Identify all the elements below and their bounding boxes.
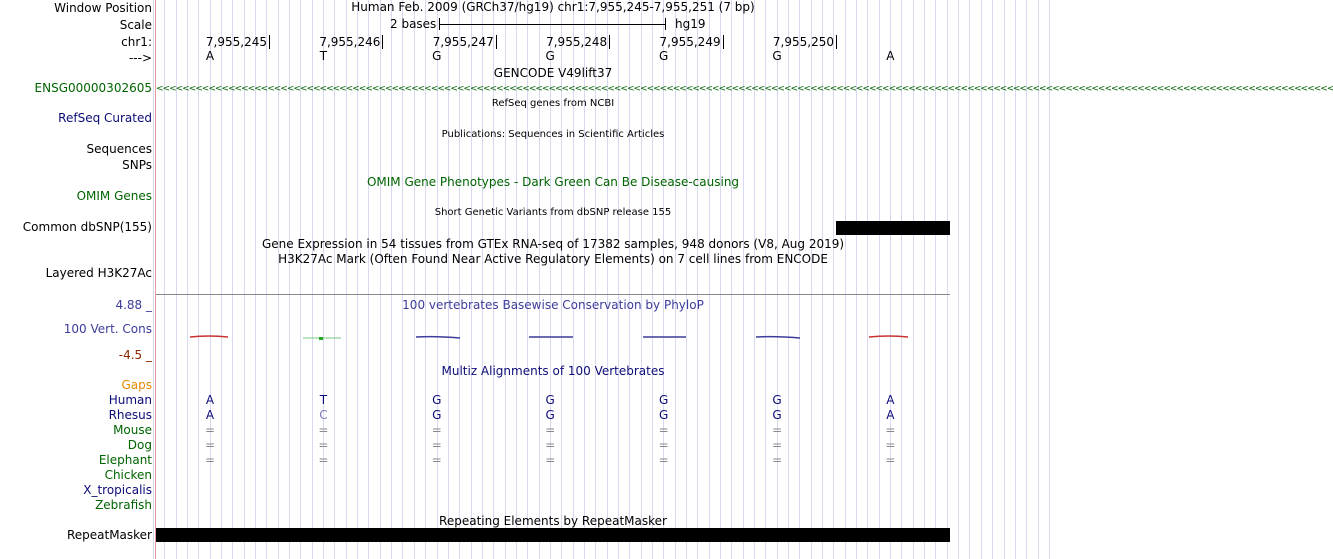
species-label-x_tropicalis[interactable]: X_tropicalis [83, 483, 152, 497]
alignment-base: G [658, 393, 669, 407]
track-label-column [0, 0, 155, 559]
dbsnp-variant-bar[interactable] [836, 221, 950, 235]
alignment-base: G [545, 393, 555, 407]
publications-track-title: Publications: Sequences in Scientific Articles [441, 129, 665, 140]
conservation-track-title: 100 vertebrates Basewise Conservation by PhyloP [402, 298, 704, 312]
repeatmasker-track-title: Repeating Elements by RepeatMasker [439, 514, 667, 528]
alignment-base: G [658, 408, 669, 422]
species-label-elephant[interactable]: Elephant [98, 453, 152, 467]
alignment-base: = [204, 453, 216, 467]
conservation-top-line [156, 294, 950, 295]
alignment-base: = [318, 423, 329, 437]
species-label-dog[interactable]: Dog [127, 438, 152, 452]
gencode-gene-feature[interactable] [156, 84, 1333, 94]
dna-base: G [658, 49, 669, 63]
track-image-area[interactable] [156, 0, 1333, 559]
ruler-tick [269, 35, 270, 49]
alignment-base: G [772, 408, 782, 422]
chr-label: chr1: [121, 35, 152, 49]
alignment-base: A [205, 408, 215, 422]
scale-bar [439, 24, 666, 25]
grid-line [153, 0, 154, 559]
h3k27ac-track-label[interactable]: Layered H3K27Ac [45, 266, 152, 280]
ruler-position: 7,955,248 [546, 35, 608, 49]
alignment-base: = [431, 438, 442, 452]
ruler-position: 7,955,246 [319, 35, 381, 49]
species-label-zebrafish[interactable]: Zebrafish [95, 498, 152, 512]
alignment-base: = [658, 438, 669, 452]
species-label-rhesus[interactable]: Rhesus [108, 408, 152, 422]
alignment-base: = [545, 453, 556, 467]
alignment-base: G [432, 393, 442, 407]
ruler-position: 7,955,249 [659, 35, 721, 49]
alignment-base: T [319, 393, 328, 407]
alignment-base: = [204, 423, 216, 437]
conservation-plot [156, 330, 950, 344]
snps-track-label[interactable]: SNPs [122, 158, 152, 172]
dbsnp-track-label[interactable]: Common dbSNP(155) [22, 220, 152, 234]
alignment-base: = [204, 438, 216, 452]
phylop-mark-7 [869, 336, 908, 337]
omim-track-label[interactable]: OMIM Genes [76, 189, 152, 203]
species-label-chicken[interactable]: Chicken [104, 468, 152, 482]
conservation-min-label: -4.5 _ [118, 348, 152, 362]
alignment-base: = [885, 438, 896, 452]
phylop-mark-6 [756, 337, 800, 338]
alignment-base: A [886, 393, 895, 407]
h3k27ac-track-title: H3K27Ac Mark (Often Found Near Active Regulatory Elements) on 7 cell lines from ENCODE [278, 252, 828, 266]
phylop-mark-1 [190, 336, 228, 337]
alignment-base: A [886, 408, 895, 422]
sequences-track-label[interactable]: Sequences [86, 142, 152, 156]
alignment-base: = [318, 453, 329, 467]
alignment-base: = [318, 438, 329, 452]
alignment-base: = [545, 438, 556, 452]
alignment-base: G [432, 408, 442, 422]
phylop-mark-3 [416, 337, 460, 338]
alignment-base: = [885, 423, 896, 437]
alignment-base: G [545, 408, 555, 422]
phylop-mark-2-peak [319, 337, 323, 340]
alignment-base: = [771, 453, 783, 467]
gtex-track-title: Gene Expression in 54 tissues from GTEx RNA-seq of 17382 samples, 948 donors (V8, Aug 2019) [261, 237, 845, 251]
alignment-base: G [772, 393, 782, 407]
ruler-position: 7,955,250 [772, 35, 834, 49]
gencode-strand-arrows: <<<<<<<<<<<<<<<<<<<<<<<<<<<<<<<<<<<<<<<<<<<<<<<<<<<<<<<<<<<<<<<<<<<<<<<<<<<<<<<<<<<<<<<<<<<<<<<<<<<<<<<<<<<<<<<<<<<<<<<<<<<<<<<<<<<<<<<<<<<<<<<<<<<<<<<<<<<<<<<<<<<<<<<<<<<<<<<<<<<< [156, 84, 1333, 94]
scale-bar-text: 2 bases [390, 17, 437, 31]
scale-assembly: hg19 [675, 17, 706, 31]
alignment-base: = [771, 438, 783, 452]
refseq-track-label[interactable]: RefSeq Curated [58, 111, 152, 125]
alignment-base: = [431, 423, 442, 437]
species-label-human[interactable]: Human [108, 393, 152, 407]
ruler-tick [382, 35, 383, 49]
ruler-tick [836, 35, 837, 49]
repeatmasker-track-label[interactable]: RepeatMasker [66, 528, 152, 542]
gencode-track-title: GENCODE V49lift37 [493, 66, 613, 80]
gaps-label: Gaps [121, 378, 152, 392]
alignment-base: = [658, 453, 669, 467]
dna-base: T [319, 49, 328, 63]
dna-base: A [886, 49, 895, 63]
alignment-base: = [885, 453, 896, 467]
window-position-value: Human Feb. 2009 (GRCh37/hg19) chr1:7,955,245-7,955,251 (7 bp) [351, 0, 755, 14]
multiz-track-title: Multiz Alignments of 100 Vertebrates [441, 364, 665, 378]
omim-track-title: OMIM Gene Phenotypes - Dark Green Can Be Disease-causing [366, 175, 740, 189]
alignment-base: = [771, 423, 783, 437]
alignment-base: = [431, 453, 442, 467]
ruler-position: 7,955,245 [205, 35, 267, 49]
dna-base: G [545, 49, 555, 63]
strand-arrow-label: ---> [128, 51, 152, 65]
ruler-position: 7,955,247 [432, 35, 494, 49]
dna-base: G [432, 49, 442, 63]
refseq-track-title: RefSeq genes from NCBI [491, 98, 615, 109]
ruler-tick [723, 35, 724, 49]
scale-label: Scale [119, 18, 152, 32]
alignment-base: = [658, 423, 669, 437]
gencode-gene-label[interactable]: ENSG00000302605 [34, 81, 152, 95]
conservation-max-label: 4.88 _ [115, 298, 152, 312]
dna-base: G [772, 49, 782, 63]
dbsnp-track-title: Short Genetic Variants from dbSNP release 155 [434, 207, 672, 218]
scale-bar-right-end [665, 18, 666, 30]
species-label-mouse[interactable]: Mouse [113, 423, 152, 437]
ruler-tick [609, 35, 610, 49]
alignment-base: C [319, 408, 328, 422]
conservation-track-label[interactable]: 100 Vert. Cons [63, 322, 152, 336]
alignment-base: A [205, 393, 215, 407]
repeatmasker-element-bar[interactable] [156, 528, 950, 542]
window-position-label: Window Position [54, 1, 152, 15]
ruler-tick [496, 35, 497, 49]
dna-base: A [205, 49, 215, 63]
alignment-base: = [545, 423, 556, 437]
